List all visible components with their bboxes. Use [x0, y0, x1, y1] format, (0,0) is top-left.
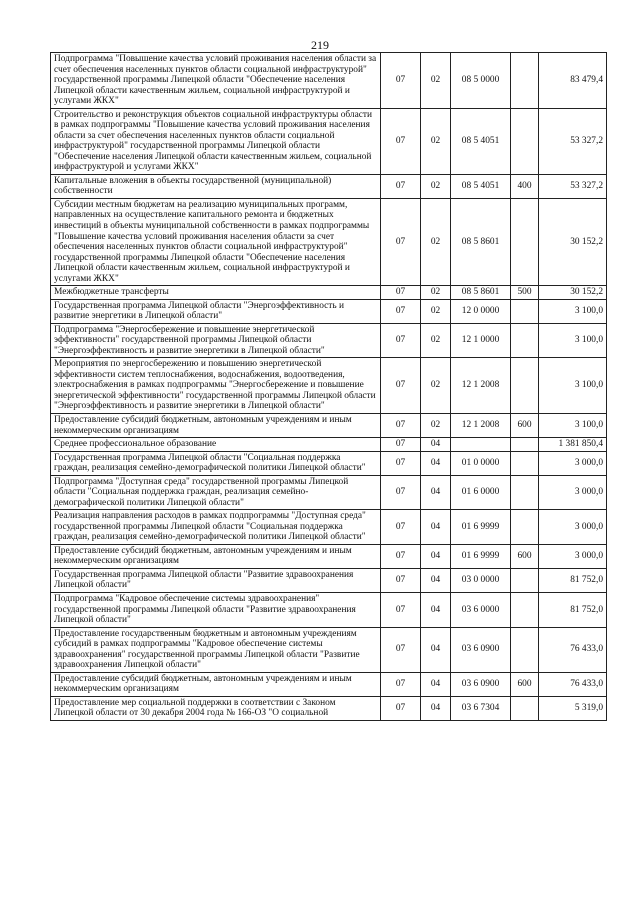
row-target-article: 12 1 2008 [451, 414, 511, 438]
row-target-article: 08 5 8601 [451, 286, 511, 300]
row-amount: 81 752,0 [539, 592, 607, 627]
row-section: 07 [381, 108, 421, 174]
row-target-article: 03 0 0000 [451, 568, 511, 592]
row-expense-type [511, 510, 539, 545]
row-amount: 1 381 850,4 [539, 438, 607, 452]
row-section: 07 [381, 672, 421, 696]
row-subsection: 04 [421, 475, 451, 510]
row-amount: 3 000,0 [539, 544, 607, 568]
row-section: 07 [381, 475, 421, 510]
row-target-article: 03 6 7304 [451, 696, 511, 720]
row-target-article: 08 5 4051 [451, 174, 511, 198]
row-target-article: 12 1 0000 [451, 323, 511, 358]
page-number: 219 [311, 38, 329, 52]
table-row [51, 696, 607, 720]
row-name: Подпрограмма "Доступная среда" государственной программы Липецкой области "Социальная поддержка граждан, реализация семейно-демографической политики Липецкой области" [51, 475, 381, 510]
row-target-article: 08 5 4051 [451, 108, 511, 174]
row-amount: 30 152,2 [539, 198, 607, 285]
row-expense-type [511, 592, 539, 627]
row-target-article: 01 0 0000 [451, 451, 511, 475]
table-row [51, 414, 607, 438]
row-expense-type [511, 475, 539, 510]
row-subsection: 04 [421, 544, 451, 568]
row-subsection: 04 [421, 451, 451, 475]
row-expense-type [511, 53, 539, 109]
row-expense-type [511, 358, 539, 414]
row-amount: 3 000,0 [539, 510, 607, 545]
row-expense-type [511, 696, 539, 720]
row-subsection: 02 [421, 414, 451, 438]
row-expense-type [511, 568, 539, 592]
row-amount: 76 433,0 [539, 627, 607, 672]
row-name: Предоставление государственным бюджетным и автономным учреждениям субсидий в рамках подпрограммы "Кадровое обеспечение системы здравоохранения" государственной программы Липецкой области "Развитие здравоохранения Липецкой области" [51, 627, 381, 672]
row-subsection: 04 [421, 568, 451, 592]
table-row [51, 592, 607, 627]
row-section: 07 [381, 323, 421, 358]
table-row [51, 510, 607, 545]
row-expense-type [511, 198, 539, 285]
row-name: Подпрограмма "Кадровое обеспечение системы здравоохранения" государственной программы Липецкой области "Развитие здравоохранения Липецкой области" [51, 592, 381, 627]
row-name: Предоставление субсидий бюджетным, автономным учреждениям и иным некоммерческим организациям [51, 544, 381, 568]
table-row [51, 451, 607, 475]
row-amount: 83 479,4 [539, 53, 607, 109]
row-amount: 3 100,0 [539, 414, 607, 438]
row-expense-type [511, 299, 539, 323]
row-subsection: 02 [421, 358, 451, 414]
row-section: 07 [381, 544, 421, 568]
row-target-article [451, 438, 511, 452]
row-name: Субсидии местным бюджетам на реализацию муниципальных программ, направленных на осуществление капитального ремонта и бюджетных инвестиций в объекты муниципальной собственности в рамках подпрограммы "Повышение качества условий проживания населения области за счет обеспечения населенных пунктов области социальной инфраструктурой" государственной программы Липецкой области "Обеспечение населения Липецкой области качественным жильем, социальной инфраструктурой и услугами ЖКХ" [51, 198, 381, 285]
row-expense-type [511, 627, 539, 672]
row-amount: 53 327,2 [539, 174, 607, 198]
row-subsection: 04 [421, 438, 451, 452]
row-name: Межбюджетные трансферты [51, 286, 381, 300]
row-expense-type [511, 438, 539, 452]
row-subsection: 04 [421, 592, 451, 627]
row-amount: 3 000,0 [539, 451, 607, 475]
row-expense-type [511, 323, 539, 358]
row-subsection: 04 [421, 672, 451, 696]
row-name: Государственная программа Липецкой области "Развитие здравоохранения Липецкой области" [51, 568, 381, 592]
table-row [51, 544, 607, 568]
row-target-article: 03 6 0000 [451, 592, 511, 627]
row-subsection: 02 [421, 323, 451, 358]
table-row [51, 672, 607, 696]
row-section: 07 [381, 510, 421, 545]
row-name: Капитальные вложения в объекты государственной (муниципальной) собственности [51, 174, 381, 198]
row-target-article: 03 6 0900 [451, 627, 511, 672]
row-amount: 3 100,0 [539, 323, 607, 358]
row-subsection: 02 [421, 299, 451, 323]
table-row [51, 198, 607, 285]
table-row [51, 358, 607, 414]
row-section: 07 [381, 438, 421, 452]
row-subsection: 02 [421, 174, 451, 198]
row-target-article: 08 5 0000 [451, 53, 511, 109]
row-name: Подпрограмма "Энергосбережение и повышение энергетической эффективности" государственной программы Липецкой области "Энергоэффективность и развитие энергетики в Липецкой области" [51, 323, 381, 358]
row-section: 07 [381, 568, 421, 592]
row-target-article: 12 0 0000 [451, 299, 511, 323]
row-expense-type: 600 [511, 544, 539, 568]
row-subsection: 02 [421, 53, 451, 109]
row-subsection: 02 [421, 286, 451, 300]
row-expense-type: 500 [511, 286, 539, 300]
row-section: 07 [381, 53, 421, 109]
row-section: 07 [381, 414, 421, 438]
row-target-article: 12 1 2008 [451, 358, 511, 414]
row-subsection: 04 [421, 696, 451, 720]
row-amount: 76 433,0 [539, 672, 607, 696]
row-section: 07 [381, 286, 421, 300]
row-name: Строительство и реконструкция объектов социальной инфраструктуры области в рамках подпрограммы "Повышение качества условий проживания населения области за счет обеспечения населенных пунктов области социальной инфраструктурой" государственной программы Липецкой области "Обеспечение населения Липецкой области качественным жильем, социальной инфраструктурой и услугами ЖКХ" [51, 108, 381, 174]
table-row [51, 299, 607, 323]
row-subsection: 02 [421, 108, 451, 174]
row-subsection: 02 [421, 198, 451, 285]
row-section: 07 [381, 198, 421, 285]
row-subsection: 04 [421, 627, 451, 672]
table-row [51, 568, 607, 592]
row-expense-type: 600 [511, 672, 539, 696]
table-row [51, 53, 607, 109]
row-section: 07 [381, 696, 421, 720]
table-row [51, 627, 607, 672]
table-row [51, 438, 607, 452]
budget-table [50, 52, 607, 721]
row-amount: 3 100,0 [539, 299, 607, 323]
table-row [51, 174, 607, 198]
row-target-article: 01 6 9999 [451, 544, 511, 568]
row-target-article: 03 6 0900 [451, 672, 511, 696]
row-name: Государственная программа Липецкой области "Социальная поддержка граждан, реализация семейно-демографической политики Липецкой области" [51, 451, 381, 475]
row-target-article: 01 6 0000 [451, 475, 511, 510]
row-name: Предоставление субсидий бюджетным, автономным учреждениям и иным некоммерческим организациям [51, 672, 381, 696]
row-section: 07 [381, 299, 421, 323]
row-expense-type [511, 108, 539, 174]
row-amount: 3 000,0 [539, 475, 607, 510]
row-amount: 5 319,0 [539, 696, 607, 720]
table-row [51, 108, 607, 174]
row-expense-type [511, 451, 539, 475]
row-section: 07 [381, 174, 421, 198]
row-target-article: 08 5 8601 [451, 198, 511, 285]
table-row [51, 286, 607, 300]
row-amount: 3 100,0 [539, 358, 607, 414]
row-name: Государственная программа Липецкой области "Энергоэффективность и развитие энергетики в Липецкой области" [51, 299, 381, 323]
row-section: 07 [381, 451, 421, 475]
row-name: Предоставление мер социальной поддержки в соответствии с Законом Липецкой области от 30 декабря 2004 года № 166-ОЗ "О социальной [51, 696, 381, 720]
row-name: Мероприятия по энергосбережению и повышению энергетической эффективности систем теплоснабжения, водоснабжения, водоотведения, электроснабжения в рамках подпрограммы "Энергосбережение и повышение энергетической эффективности" государственной программы Липецкой области "Энергоэффективность и развитие энергетики в Липецкой области" [51, 358, 381, 414]
row-amount: 81 752,0 [539, 568, 607, 592]
row-expense-type: 600 [511, 414, 539, 438]
row-amount: 30 152,2 [539, 286, 607, 300]
row-section: 07 [381, 627, 421, 672]
row-name: Подпрограмма "Повышение качества условий проживания населения области за счет обеспечения населенных пунктов области социальной инфраструктурой" государственной программы Липецкой области "Обеспечение населения Липецкой области качественным жильем, социальной инфраструктурой и услугами ЖКХ" [51, 53, 381, 109]
row-section: 07 [381, 358, 421, 414]
table-row [51, 475, 607, 510]
row-name: Среднее профессиональное образование [51, 438, 381, 452]
table-row [51, 323, 607, 358]
row-amount: 53 327,2 [539, 108, 607, 174]
row-subsection: 04 [421, 510, 451, 545]
row-name: Предоставление субсидий бюджетным, автономным учреждениям и иным некоммерческим организациям [51, 414, 381, 438]
row-target-article: 01 6 9999 [451, 510, 511, 545]
row-name: Реализация направления расходов в рамках подпрограммы "Доступная среда" государственной программы Липецкой области "Социальная поддержка граждан, реализация семейно-демографической политики Липецкой области" [51, 510, 381, 545]
row-expense-type: 400 [511, 174, 539, 198]
row-section: 07 [381, 592, 421, 627]
